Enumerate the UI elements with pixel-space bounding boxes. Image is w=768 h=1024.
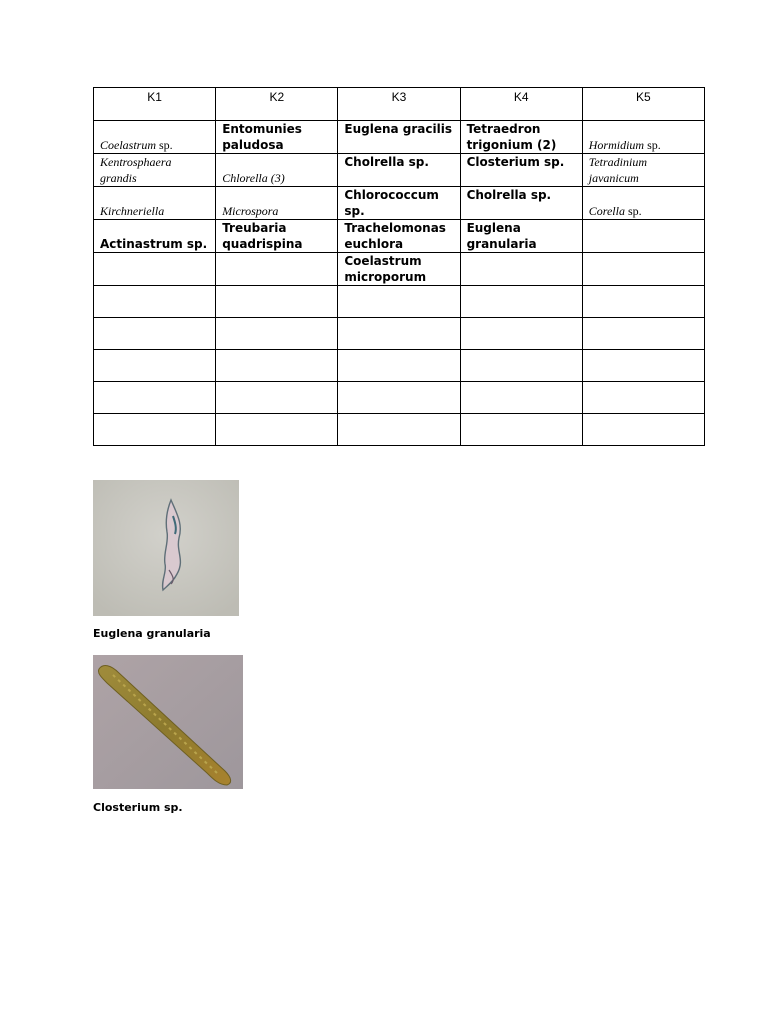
table-body <box>94 121 705 446</box>
cell-text: Corella <box>588 204 625 218</box>
species-table <box>93 87 705 446</box>
table-cell-k4 <box>460 318 582 350</box>
table-cell-k4 <box>460 382 582 414</box>
table-cell-k5 <box>582 318 704 350</box>
table-cell-k4 <box>460 350 582 382</box>
cell-text: Chlorococcum sp. <box>344 188 439 218</box>
table-row <box>94 121 705 154</box>
cell-text: sp. <box>624 204 642 218</box>
cell-text: Hormidium <box>588 138 645 152</box>
cell-text: sp. <box>644 138 661 152</box>
table-cell-k1 <box>94 318 216 350</box>
table-cell-k5 <box>582 121 704 154</box>
table-cell-k4 <box>460 414 582 446</box>
table-cell-k5 <box>582 414 704 446</box>
cell-text: Coelastrum <box>100 138 157 152</box>
table-cell-k3 <box>338 286 460 318</box>
table-cell-k3 <box>338 318 460 350</box>
header-k2: K2 <box>216 88 338 121</box>
table-cell-k5 <box>582 187 704 220</box>
cell-text: Tetraedron trigonium (2) <box>466 122 557 152</box>
table-row <box>94 350 705 382</box>
table-cell-k5 <box>582 350 704 382</box>
cell-text: Cholrella sp. <box>466 188 552 202</box>
table-cell-k2 <box>216 154 338 187</box>
cell-text: Chlorella (3) <box>222 171 285 185</box>
cell-text: Microspora <box>222 204 279 218</box>
table-cell-k3 <box>338 414 460 446</box>
cell-text: Closterium sp. <box>466 155 565 169</box>
table-cell-k4 <box>460 253 582 286</box>
table-cell-k3 <box>338 382 460 414</box>
cell-text: Entomunies paludosa <box>222 122 302 152</box>
cell-text: Kirchneriella <box>100 204 165 218</box>
table-cell-k2 <box>216 253 338 286</box>
cell-text: Coelastrum microporum <box>344 254 427 284</box>
table-cell-k3 <box>338 154 460 187</box>
table-cell-k1 <box>94 121 216 154</box>
table-cell-k2 <box>216 220 338 253</box>
cell-text: Actinastrum sp. <box>100 237 208 251</box>
table-cell-k4 <box>460 220 582 253</box>
header-k4: K4 <box>460 88 582 121</box>
header-row <box>94 88 705 121</box>
table-cell-k5 <box>582 382 704 414</box>
table-row <box>94 414 705 446</box>
table-header <box>94 88 705 121</box>
cell-text: Treubaria quadrispina <box>222 221 303 251</box>
closterium-micrograph <box>93 655 243 789</box>
header-k1: K1 <box>94 88 216 121</box>
header-k5: K5 <box>582 88 704 121</box>
table-cell-k5 <box>582 253 704 286</box>
table-cell-k4 <box>460 187 582 220</box>
euglena-micrograph <box>93 480 239 616</box>
table-cell-k3 <box>338 350 460 382</box>
euglena-photo <box>93 480 239 616</box>
cell-text: Tetradinium javanicum <box>588 155 647 185</box>
table-cell-k5 <box>582 220 704 253</box>
cell-text: sp. <box>156 138 173 152</box>
cell-text: Euglena gracilis <box>344 122 452 136</box>
table-row <box>94 318 705 350</box>
closterium-photo <box>93 655 243 789</box>
table-cell-k1 <box>94 253 216 286</box>
euglena-caption: Euglena granularia <box>93 627 211 640</box>
table-cell-k1 <box>94 350 216 382</box>
table-row <box>94 286 705 318</box>
cell-text: Cholrella sp. <box>344 155 429 169</box>
table-cell-k5 <box>582 286 704 318</box>
table-cell-k3 <box>338 220 460 253</box>
table-cell-k2 <box>216 286 338 318</box>
table-cell-k2 <box>216 350 338 382</box>
closterium-caption: Closterium sp. <box>93 801 183 814</box>
table-row <box>94 220 705 253</box>
table-cell-k4 <box>460 286 582 318</box>
table-cell-k3 <box>338 187 460 220</box>
table-cell-k4 <box>460 154 582 187</box>
table-row <box>94 382 705 414</box>
table-cell-k1 <box>94 220 216 253</box>
table-cell-k2 <box>216 121 338 154</box>
table-row <box>94 154 705 187</box>
cell-text: Euglena granularia <box>466 221 537 251</box>
table-cell-k2 <box>216 414 338 446</box>
table-row <box>94 253 705 286</box>
table-cell-k2 <box>216 318 338 350</box>
table-cell-k1 <box>94 187 216 220</box>
table-cell-k2 <box>216 187 338 220</box>
table-cell-k1 <box>94 382 216 414</box>
table-cell-k1 <box>94 286 216 318</box>
table-cell-k1 <box>94 154 216 187</box>
table-cell-k3 <box>338 121 460 154</box>
header-k3: K3 <box>338 88 460 121</box>
cell-text: Trachelomonas euchlora <box>344 221 446 251</box>
table-cell-k1 <box>94 414 216 446</box>
table-cell-k5 <box>582 154 704 187</box>
cell-text: Kentrosphaera grandis <box>100 155 172 185</box>
table-cell-k4 <box>460 121 582 154</box>
table-cell-k2 <box>216 382 338 414</box>
table-row <box>94 187 705 220</box>
table-cell-k3 <box>338 253 460 286</box>
